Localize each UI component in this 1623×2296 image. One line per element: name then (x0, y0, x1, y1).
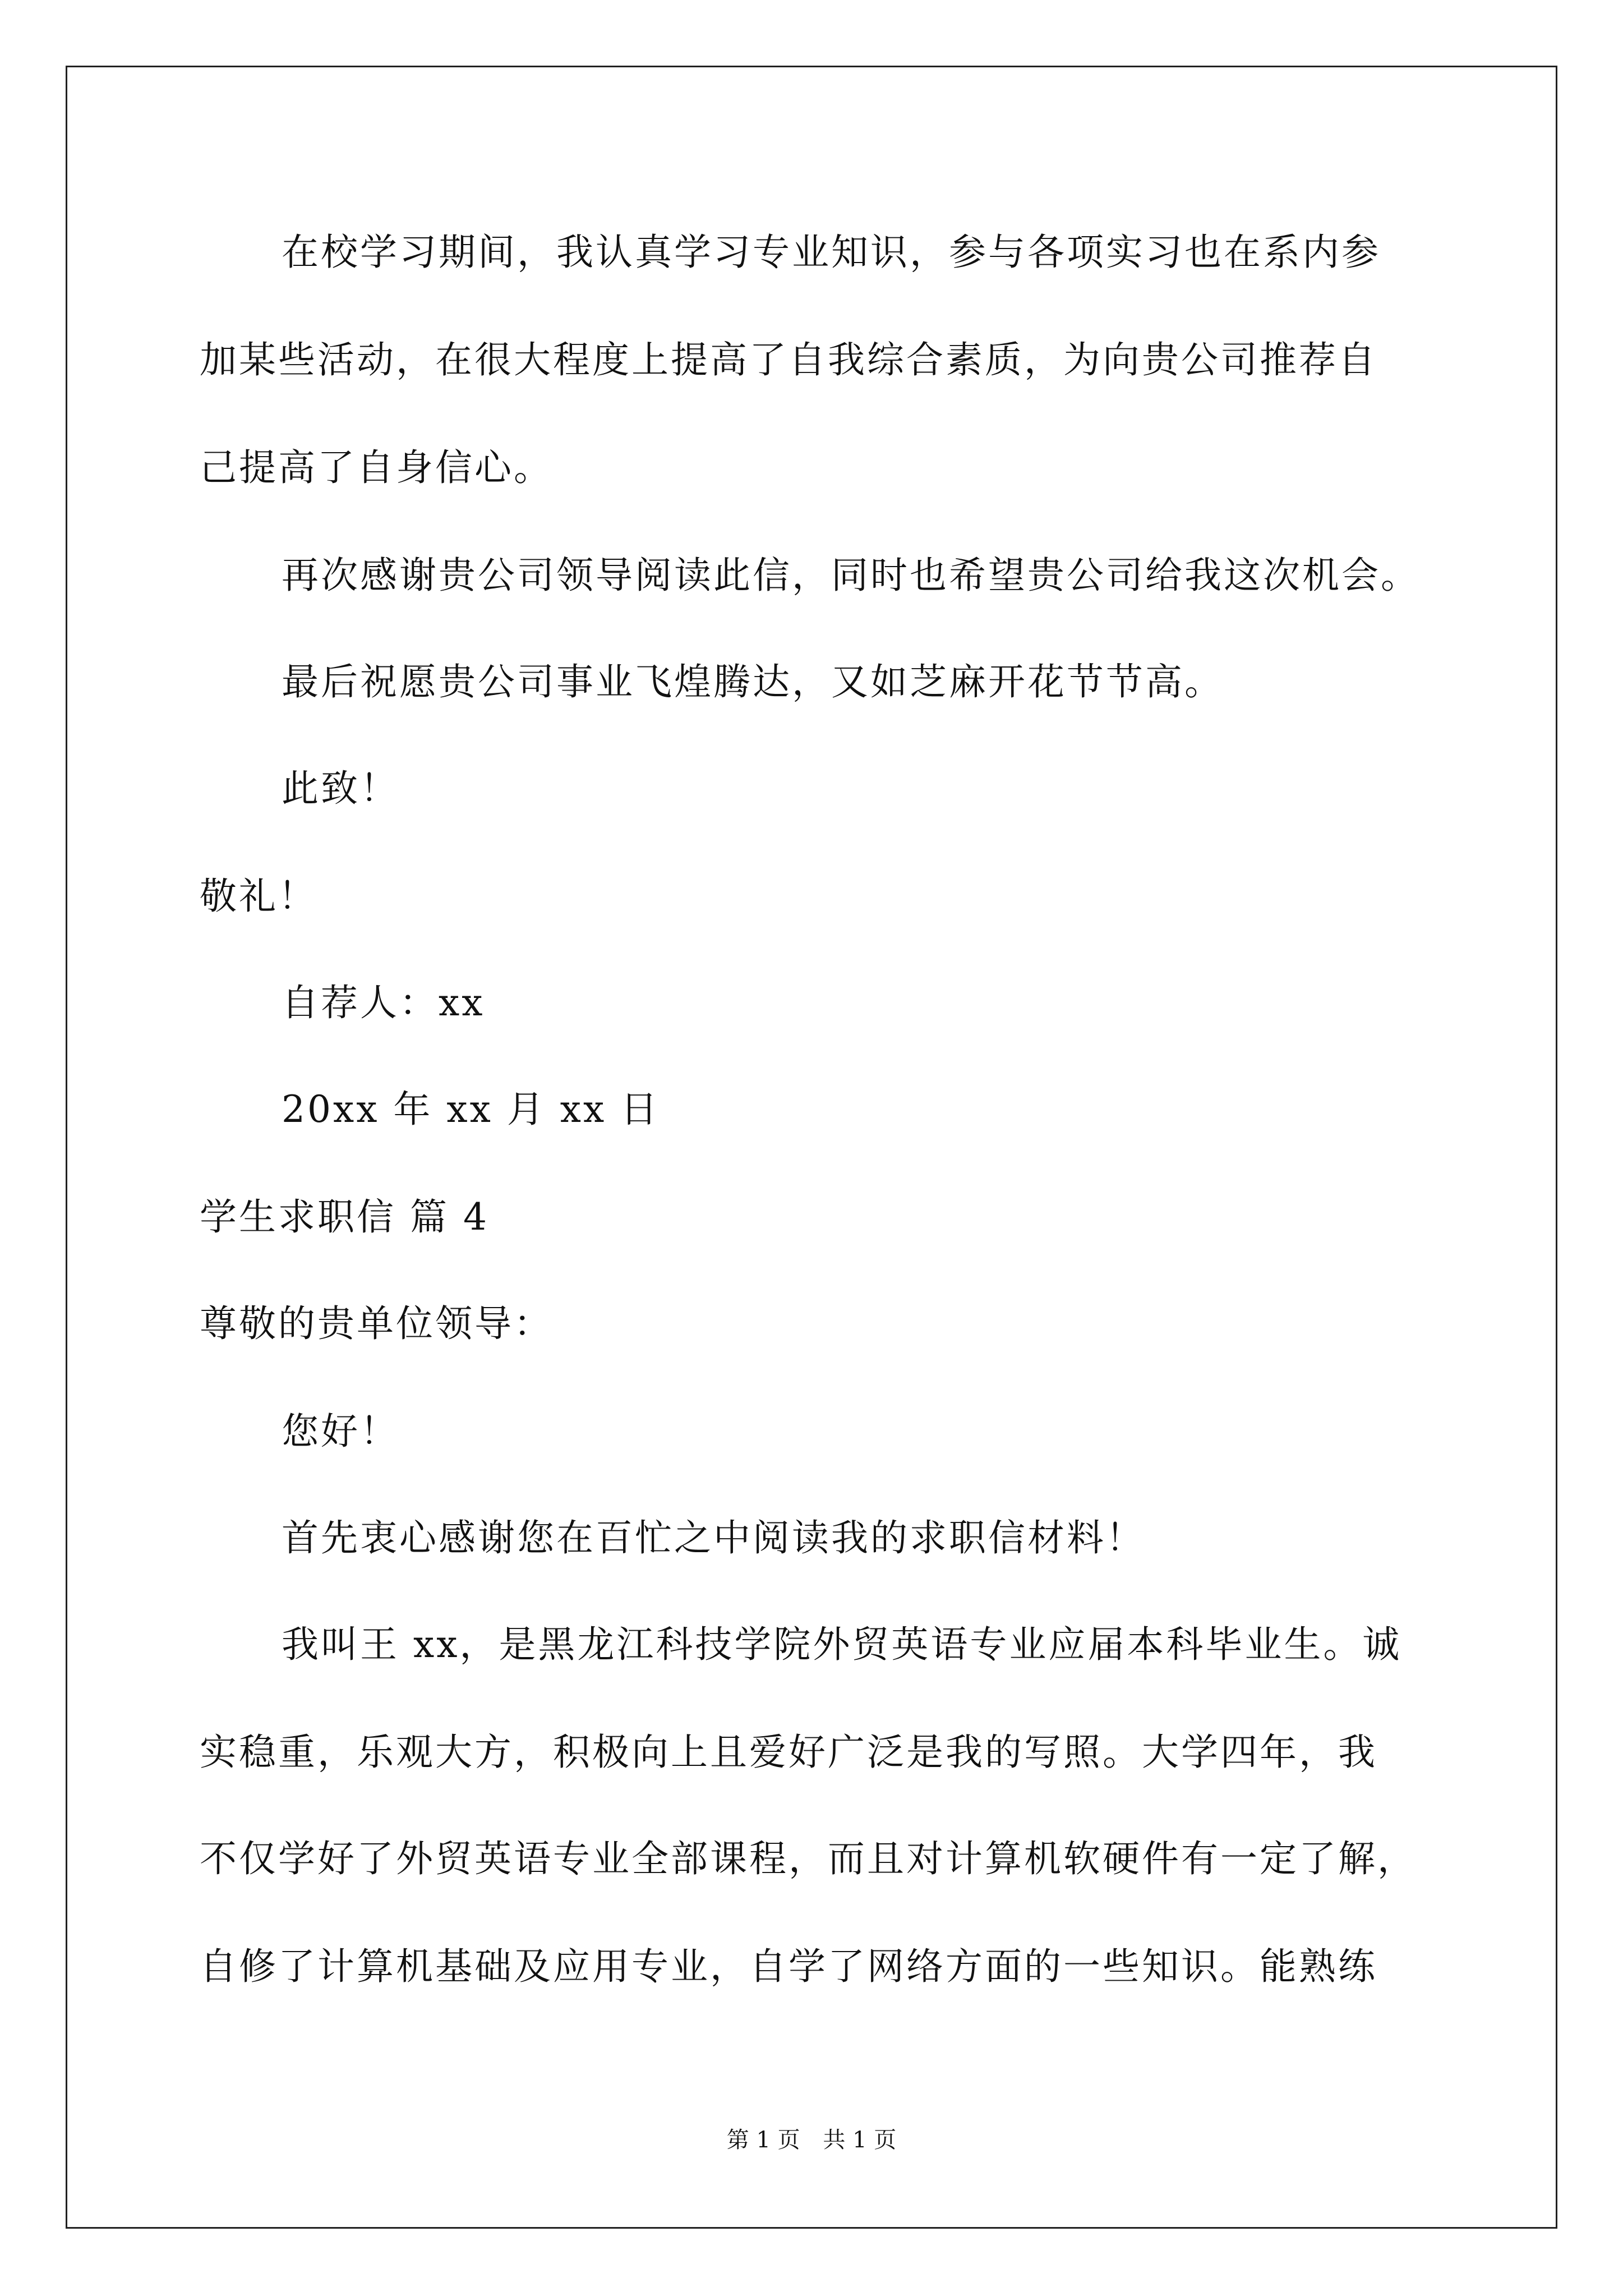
greeting-line: 您好！ (282, 1410, 399, 1453)
page-frame (66, 66, 1557, 2229)
page-footer (0, 2126, 1623, 2154)
paragraph-line: 自修了计算机基础及应用专业，自学了网络方面的一些知识。能熟练 (200, 1945, 1377, 1988)
section-heading: 学生求职信 篇 4 (200, 1195, 489, 1239)
closing-line: 此致！ (282, 767, 399, 810)
paragraph-line: 实稳重，乐观大方，积极向上且爱好广泛是我的写照。大学四年，我 (200, 1731, 1377, 1774)
paragraph-line: 在校学习期间，我认真学习专业知识，参与各项实习也在系内参 (282, 231, 1381, 274)
paragraph-line: 最后祝愿贵公司事业飞煌腾达，又如芝麻开花节节高。 (282, 660, 1224, 703)
paragraph-line: 首先衷心感谢您在百忙之中阅读我的求职信材料！ (282, 1516, 1145, 1559)
paragraph-line: 我叫王 xx，是黑龙江科技学院外贸英语专业应届本科毕业生。诚 (282, 1623, 1402, 1666)
paragraph-line: 己提高了自身信心。 (200, 446, 553, 489)
page-total: 共 1 页 (823, 2127, 897, 2153)
date-line: 20xx 年 xx 月 xx 日 (282, 1088, 660, 1131)
page-number: 第 1 页 (726, 2127, 800, 2153)
paragraph-line: 再次感谢贵公司领导阅读此信，同时也希望贵公司给我这次机会。 (282, 554, 1420, 597)
salutation-line: 敬礼！ (200, 875, 317, 918)
paragraph-line: 加某些活动，在很大程度上提高了自我综合素质，为向贵公司推荐自 (200, 338, 1377, 381)
greeting-line: 尊敬的贵单位领导： (200, 1302, 553, 1345)
paragraph-line: 不仅学好了外贸英语专业全部课程，而且对计算机软硬件有一定了解， (200, 1837, 1417, 1880)
signature-line: 自荐人：xx (282, 981, 485, 1024)
